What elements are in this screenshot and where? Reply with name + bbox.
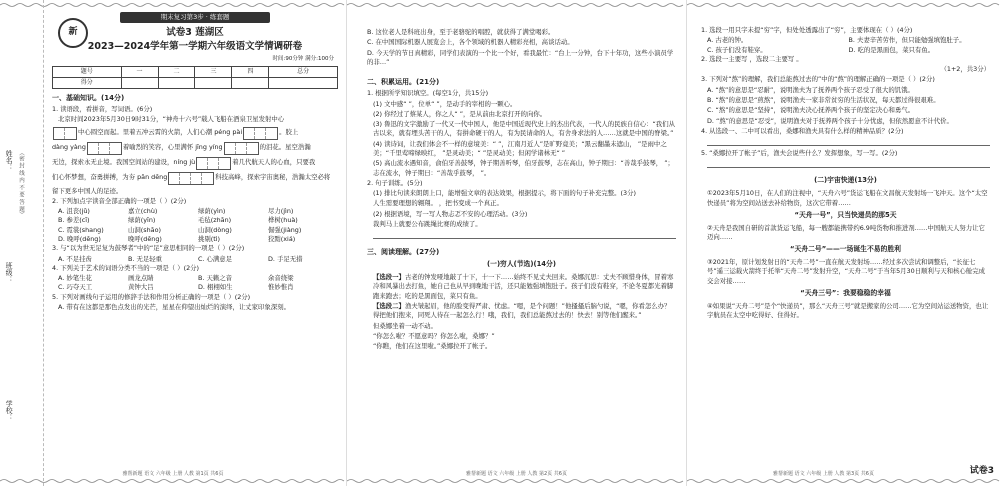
- option: 山洞(shāo): [128, 225, 161, 234]
- passage-text: ②天舟是我国自研的首款货运飞船，每一艘都能携带约6.9吨货物和推进剂……中国航天人努力让它迈向……: [707, 223, 985, 241]
- q4-options: [52, 274, 338, 293]
- option[interactable]: C. 孩子们没有鞋穿。: [707, 45, 767, 54]
- score-input-cell[interactable]: [195, 77, 232, 88]
- q2-options: [52, 207, 338, 244]
- score-cell: 题号: [53, 66, 122, 77]
- question-reading-3: 3. 下列对“熬”的理解，我们总能熬过去的”中的“熬”的理解正确的一项是（ ）(2分): [701, 75, 935, 84]
- page-2-content: [367, 28, 676, 352]
- wavy-border-bottom: [0, 478, 346, 484]
- passage-text: ③2021年，原计划发射日的“天舟二号”一直在航天发射场……经过多次尝试和调整后，“长征七号”遥三运载火箭终于托举“天舟二号”发射升空，“天舟二号”于当年5月30日顺利与天和核心舱完成交会对接……: [707, 258, 985, 285]
- score-cell: 四: [232, 66, 269, 77]
- option[interactable]: C. 在中国国际机器人展览会上，各个领域的机器人精彩亮相，高谈话动。: [367, 38, 574, 47]
- section-3-heading: 三、阅读理解。(27分): [367, 248, 440, 257]
- row-text: 科技高峰，探索宇宙奥秘，浩瀚太空必将: [215, 173, 331, 182]
- school-label: 学校：: [5, 400, 14, 421]
- option[interactable]: B. 无足轻重: [128, 254, 163, 263]
- answer-line[interactable]: [707, 160, 990, 168]
- score-input-cell[interactable]: [121, 77, 158, 88]
- question-2: 2. 下列加点字读音全部正确的一项是（ ）(2分): [52, 196, 187, 205]
- question-1: 1. 读语段，看拼音，写词语。(6分): [52, 105, 153, 114]
- question-reading-2: 2. 选段一主要写 ，选段二主要写 。: [701, 54, 803, 63]
- pinyin-row: [52, 172, 338, 185]
- wavy-border-bottom: [347, 478, 687, 484]
- row-text: 着几代航天人的心血，只要我: [232, 158, 316, 167]
- answer-line[interactable]: [373, 231, 676, 239]
- option[interactable]: C. “熬”的意思是“坚持”，说明渔夫决心抚养两个孩子的坚定决心和勇气。: [707, 106, 915, 115]
- wavy-border-top: [687, 2, 1000, 8]
- passage-text: ①2023年5月10日，在人们的注视中，“天舟六号”货运飞船在文昌航天发射场一飞冲天。这个“太空快递员”将为空间站送去补给物资，这次它带着……: [707, 189, 988, 207]
- option[interactable]: D. 吃的是黑面包，菜只有鱼。: [848, 45, 935, 54]
- option: 晚呼(dēng): [128, 235, 162, 244]
- pinyin-row: [52, 142, 338, 155]
- page-3-content: [701, 26, 990, 321]
- option[interactable]: A. 不足挂齿: [58, 254, 92, 263]
- passage-1: [367, 273, 676, 301]
- row-text: 中心圆空而起。里着五冲云霄的火箭，人们心潮 péng pài: [78, 128, 243, 137]
- passage-2: [367, 302, 676, 321]
- option: 画龙点睛: [128, 274, 154, 283]
- wavy-border-top: [0, 2, 346, 8]
- name-label: 姓名：: [5, 150, 14, 171]
- option: 桦树(huà): [268, 216, 298, 225]
- option: 毛毡(zhān): [198, 216, 232, 225]
- answer-grid[interactable]: [224, 142, 259, 155]
- class-label: 班级：: [5, 262, 14, 283]
- row-text: 。胶上: [279, 128, 299, 137]
- score-note: （1+2，共3分）: [940, 65, 990, 74]
- option: 倔强(jiàng): [268, 225, 302, 234]
- option: 黄钟大吕: [128, 283, 154, 292]
- section-2-heading: 二、积累运用。(21分): [367, 78, 440, 87]
- publisher-logo: 新: [58, 18, 88, 48]
- score-table: [52, 66, 338, 89]
- exam-title: 试卷3 莲湖区: [166, 27, 224, 39]
- option[interactable]: D. 手足无措: [268, 254, 303, 263]
- option[interactable]: C. 巧夺天工: [58, 283, 93, 292]
- row-text: 着喻烈的笑容，心里满怀 jīng yíng: [122, 143, 223, 152]
- score-value-row: [53, 77, 338, 88]
- question-5: 5. 下列对画线句子运用的修辞手法和作用分析正确的一项是（ ）(2分): [52, 292, 251, 301]
- option[interactable]: A. 沮丧(jǔ): [58, 207, 90, 216]
- exam-tag: 试卷3: [969, 465, 994, 476]
- sub-question: (2) 根据语境，写一写人物忐忑不安的心理活动。(3分): [373, 209, 528, 218]
- row-text: 无边，探索永无止境。我国空间站的建设，níng jù: [52, 158, 196, 167]
- seal-strip: [0, 0, 44, 486]
- score-input-cell[interactable]: [158, 77, 195, 88]
- passage-subheading: “天舟一号”，只当快递员的那5天: [794, 210, 897, 219]
- option: 狡黠(xiá): [268, 235, 296, 244]
- page-footer: 雅帮新题 语文 六年级 上册 人教 第1页 共6页: [122, 470, 224, 477]
- option[interactable]: C. 心满意足: [198, 254, 233, 263]
- pinyin-row: [52, 157, 338, 170]
- option[interactable]: A. “熬”的意思是“忍耐”，说明渔夫为了抚养两个孩子忍受了很大的饥饿。: [707, 85, 914, 94]
- answer-grid[interactable]: [196, 157, 231, 170]
- page-footer: 雅帮新题 语文 六年级 上册 人教 第2页 共6页: [466, 470, 567, 477]
- passage-text: ④如果说“天舟二号”是个“快递员”，那么“天舟三号”就是搬家的公司……它为空间站运送物资，也让宇航员在太空中吃得好、住得好。: [707, 301, 989, 319]
- passage-subheading: “天舟二号”——一场诞生不易的胜利: [790, 245, 901, 254]
- question-4: 4. 下列关于艺术的词语分类不当的一项是（ ）(2分): [52, 263, 200, 272]
- option[interactable]: D. 栩栩如生: [198, 283, 233, 292]
- page-1-content: [52, 12, 338, 313]
- row-text: dàng yàng: [52, 143, 86, 152]
- option: 余音绕梁: [268, 274, 294, 283]
- question-3: 3. 与“以为世无足复为鼓琴者”中的“足”意思相同的一项是（ ）(2分): [52, 244, 245, 253]
- option: 山洞(dòng): [198, 225, 232, 234]
- score-input-cell[interactable]: [269, 77, 338, 88]
- pinyin-row: [52, 127, 338, 140]
- question-reading-1: 1. 选段一用只字未提“穷”字，但处处透露出了“穷”，主要体现在（ ）(4分): [701, 26, 913, 34]
- passage-label: 【选段一】: [373, 273, 405, 282]
- reading-1-options: [701, 36, 990, 55]
- question-6: 1. 根据所学知识填空。(每空1分，共15分): [367, 89, 489, 98]
- answer-grid[interactable]: [53, 127, 77, 140]
- passage-subheading: “天舟三号”：我要稳稳的幸福: [800, 288, 891, 297]
- fill-item[interactable]: (3) 鲁迅的文字激励了一代又一代中国人，他是中国近现代史上的杰出代表，一代人的民族自信心：“我们从古以来，就有埋头苦干的人，有拼命硬干的人，有为民请命的人，有舍身求法的人……这就是中国的脊梁。”: [373, 120, 675, 138]
- option[interactable]: D. 今天学的节日真精彩，同学们表演的一个比一个好，看我最忙：“台上一分钟，台下十年功，这些小演员学的非…”: [367, 48, 674, 66]
- option[interactable]: B. 这位老人是科班出身，至于老骆驼的唱腔，就获得了满堂喝彩。: [367, 28, 555, 36]
- question-reading-5: 5. “桑娜拉开了帐子”后，渔夫会说些什么？发挥想象，写一写。(2分): [701, 149, 898, 158]
- exam-subtitle: 2023—2024学年第一学期六年级语文学情调研卷: [87, 41, 303, 53]
- fill-item[interactable]: (2) 你经过了蔡某人，你之人“ ”，是从前由北京打开的向你。: [373, 109, 547, 118]
- score-cell: 一: [121, 66, 158, 77]
- answer-line[interactable]: [707, 138, 990, 146]
- reading-2-title: (二)宇宙快递(13分): [814, 176, 877, 185]
- option[interactable]: A. 古老的钟。: [707, 36, 748, 45]
- answer-grid[interactable]: [168, 172, 214, 185]
- option[interactable]: B. 天籁之音: [198, 274, 233, 283]
- reading-1-title: (一)穷人(节选)(14分): [487, 260, 556, 269]
- passage-text: “你瞧，他们在这里啦。”桑娜拉开了帐子。: [373, 342, 492, 351]
- passage-text: 但桑娜坐着一动不动。: [373, 321, 437, 330]
- sub-question-context: 裁判马上就要公布跳绳比赛的成绩了。: [373, 219, 482, 228]
- option: 挑剔(tì): [198, 235, 221, 244]
- option[interactable]: B. 参差(cī): [58, 216, 90, 225]
- fill-item[interactable]: 人生需要理想的翱翔。 ，把书变成一个真正。: [373, 199, 503, 208]
- review-banner: 期末复习第3步 · 练套题: [120, 12, 270, 23]
- seal-note: （密 封 线 内 不 要 答 题）: [17, 150, 24, 218]
- exam-meta: 时间:90分钟 满分:100分: [272, 55, 334, 62]
- option: 绿荫(yīn): [128, 216, 156, 225]
- answer-grid[interactable]: [243, 127, 278, 140]
- wavy-border-bottom: [687, 478, 1000, 484]
- score-cell: 二: [158, 66, 195, 77]
- fill-item[interactable]: (1) 文中感“ ”，位单“ ”，是动手的宰相的一颗心。: [373, 99, 517, 108]
- passage-text: 渔夫皱起眉，他的脸变得严肃、忧虑。“嗯，是个问题！”他搔搔后脑勺说，“嗯，你看怎么办？得把他们抱来，同死人待在一起怎么行！哦，我们，我们总能熬过去的！快去！别等他们醒来。”: [373, 302, 671, 320]
- score-header-row: [53, 66, 338, 77]
- q3-options: [52, 255, 338, 264]
- page-1: [0, 0, 346, 486]
- score-input-cell[interactable]: [232, 77, 269, 88]
- row-text: 留下更多中国人的足迹。: [52, 186, 123, 195]
- passage-label: 【选段二】: [373, 302, 405, 311]
- fill-item[interactable]: (4) 读诗词，让我们体会不一样的意境美：“ ”，江南月近人”是旷野竟美；“黑云翻墨未遮山， ”是雨中之美；“千里莺啼绿映红， ”是灵动美；“ ”是灵动美；但闲学诸林无“ ”: [373, 139, 667, 157]
- option: 嘉立(chù): [128, 207, 158, 216]
- score-cell: 总分: [269, 66, 338, 77]
- option[interactable]: B. 夫妻辛苦劳作，但只能勉强填饱肚子。: [848, 36, 966, 45]
- passage-text: “你怎么啦？不愿意吗？你怎么啦，桑娜？”: [373, 331, 495, 340]
- option: 绿荫(yìn): [198, 207, 226, 216]
- option: 惟妙惟肖: [268, 283, 294, 292]
- option[interactable]: D. “熬”的意思是“忍受”，说明渔夫对于抚养两个孩子十分忧虑，但依然愿意不计代价。: [707, 116, 953, 125]
- option[interactable]: B. “熬”的意思是“煎熬”，说明渔夫一家非常贫穷的生活状况，每天都过得很艰难。: [707, 95, 940, 104]
- option[interactable]: A. 带有在这都是那色点发出的光芒，星星在仰望出灿烂的演绎，让丈家印象深刻。: [58, 303, 290, 311]
- row-text: 们心怀梦想，奋勇拼搏，为夯 pān dēng: [52, 173, 168, 182]
- question-reading-4: 4. 从选段一、二中可以看出，桑娜和渔夫具有什么样的精神品质？(2分): [701, 126, 904, 135]
- wavy-border-top: [347, 2, 687, 8]
- option[interactable]: C. 霓裳(shang): [58, 225, 104, 234]
- passage-text: 古老的钟发哑地敲了十下，十一下……始终不见丈夫回来。桑娜沉思：丈夫不顾惜身体，冒着寒冷和风暴出去打鱼，她自己也从早到晚地干活，还只能勉强填饱肚子。孩子们没有鞋穿，不论冬夏都光着脚跑来跑去；吃的是黑面包，菜只有鱼。: [373, 273, 674, 300]
- question-7: 2. 句子训练。(5分): [367, 178, 423, 187]
- page-footer: 雅帮新题 语文 六年级 上册 人教 第3页 共6页: [773, 470, 874, 477]
- row-text: 的泪花。星空浩瀚: [259, 143, 311, 152]
- score-cell: 三: [195, 66, 232, 77]
- answer-grid[interactable]: [87, 142, 122, 155]
- score-cell: 得分: [53, 77, 122, 88]
- paragraph-text: 北京时间2023年5月30日9时31分，“神舟十六号”载人飞船在酒泉卫星发射中心: [58, 115, 285, 124]
- page-2: [346, 0, 686, 486]
- page-3: [686, 0, 1000, 486]
- section-1-heading: 一、基础知识。(14分): [52, 93, 125, 102]
- option[interactable]: D. 晚呼(dēng): [58, 235, 101, 244]
- fill-item[interactable]: (5) 高山流水遇知音，俞伯牙善鼓琴，钟子期善听琴，伯牙鼓琴，志在高山，钟子期曰：“善哉乎鼓琴， ”；志在流水，钟子期曰：“善哉乎鼓琴， ”。: [373, 159, 674, 177]
- sub-question: (1) 排比句读来朗朗上口，能增强文章的表达效果，根据提示，将下面的句子补充完整。(3分): [373, 189, 636, 198]
- option: 尽力(jìn): [268, 207, 294, 216]
- option[interactable]: A. 妙笔生花: [58, 274, 92, 283]
